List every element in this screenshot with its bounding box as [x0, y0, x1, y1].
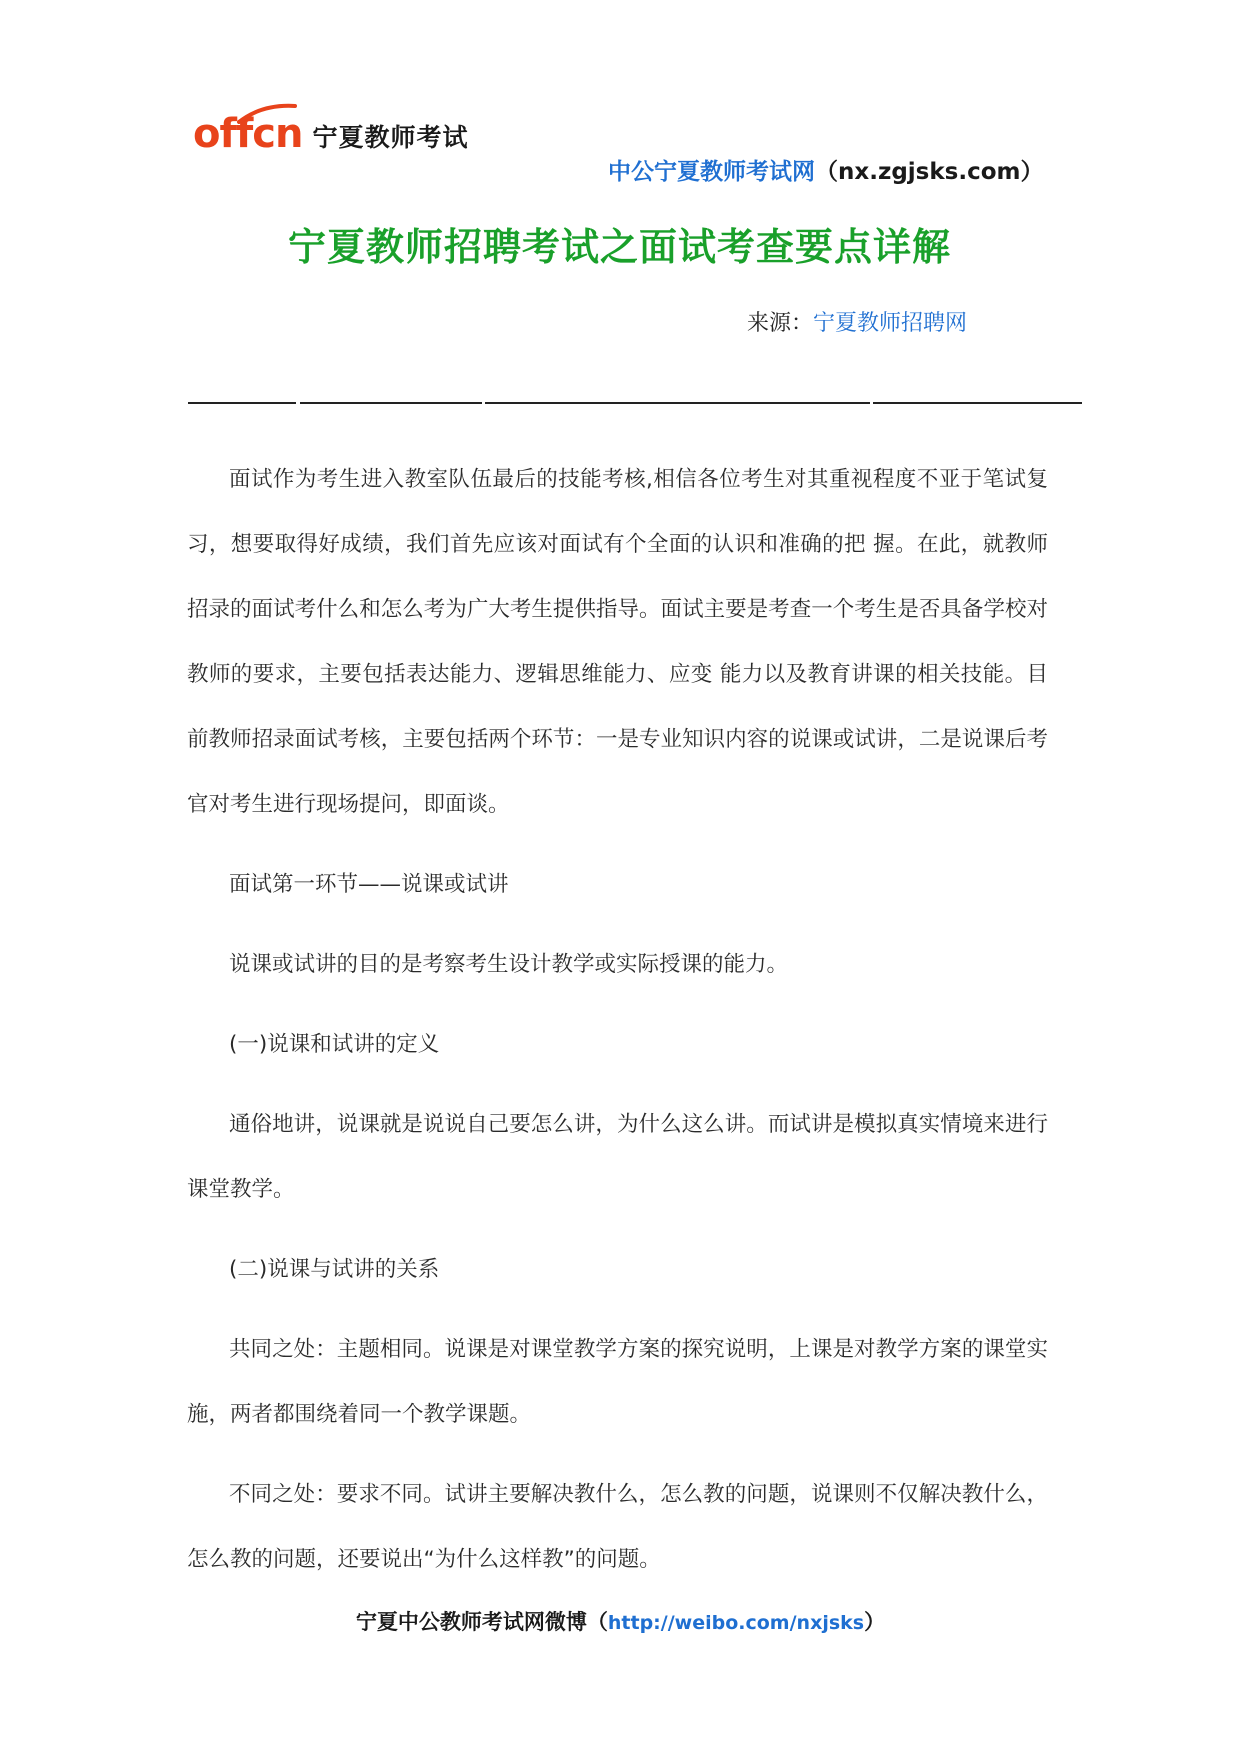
footer-line — [0, 1606, 1241, 1639]
subsection-heading: (一)说课和试讲的定义 — [229, 1032, 440, 1057]
source-link[interactable]: 宁夏教师招聘网 — [813, 311, 968, 336]
section-heading: 面试第一环节——说课或试讲 — [229, 872, 509, 897]
paragraph: 通俗地讲，说课就是说说自己要怎么讲，为什么这么讲。而试讲是模拟真实情境来进行课堂教学。 — [187, 1112, 1048, 1202]
paragraph: 说课或试讲的目的是考察考生设计教学或实际授课的能力。 — [229, 952, 789, 977]
site-header-line — [608, 156, 1044, 188]
footer-name: 宁夏中公教师考试网微博（ — [355, 1610, 608, 1634]
paragraph: 不同之处：要求不同。试讲主要解决教什么，怎么教的问题，说课则不仅解决教什么，怎么教的问题，还要说出“为什么这样教”的问题。 — [187, 1482, 1048, 1572]
paragraph-intro: 面试作为考生进入教室队伍最后的技能考核,相信各位考生对其重视程度不亚于笔试复习，想要取得好成绩，我们首先应该对面试有个全面的认识和准确的把 握。在此，就教师招录的面试考什么和怎么考为广大考生提供指导。面试主要是考查一个考生是否具备学校对教师的要求，主要包括表达能力、逻辑思维能力、应变 能力以及教育讲课的相关技能。目前教师招录面试考核，主要包括两个环节：一是专业知识内容的说课或试讲，二是说课后考官对考生进行现场提问，即面谈。 — [187, 467, 1048, 817]
logo-wordmark: offcn — [193, 111, 303, 157]
footer-weibo-link[interactable]: http://weibo.com/nxjsks — [607, 1612, 865, 1634]
source-line — [747, 308, 967, 340]
logo-swoosh-icon — [237, 102, 297, 124]
site-name-link[interactable]: 中公宁夏教师考试网 — [608, 159, 815, 185]
footer-close-paren: ） — [864, 1610, 886, 1634]
paragraph: 共同之处：主题相同。说课是对课堂教学方案的探究说明，上课是对教学方案的课堂实施，两者都围绕着同一个教学课题。 — [187, 1337, 1048, 1427]
rule-gap — [870, 402, 873, 404]
source-label: 来源： — [747, 311, 814, 336]
rule-gap — [296, 402, 300, 404]
article-body — [187, 447, 1048, 1607]
separator-rule — [188, 402, 1082, 404]
logo-text: 宁夏教师考试 — [312, 123, 469, 152]
site-url: （nx.zgjsks.com） — [815, 159, 1044, 185]
rule-gap — [482, 402, 485, 404]
offcn-logo — [193, 106, 469, 156]
article-title — [0, 221, 1241, 273]
logo-mark — [193, 112, 302, 156]
subsection-heading: (二)说课与试讲的关系 — [229, 1257, 440, 1282]
article-title-text: 宁夏教师招聘考试之面试考查要点详解 — [287, 225, 951, 269]
